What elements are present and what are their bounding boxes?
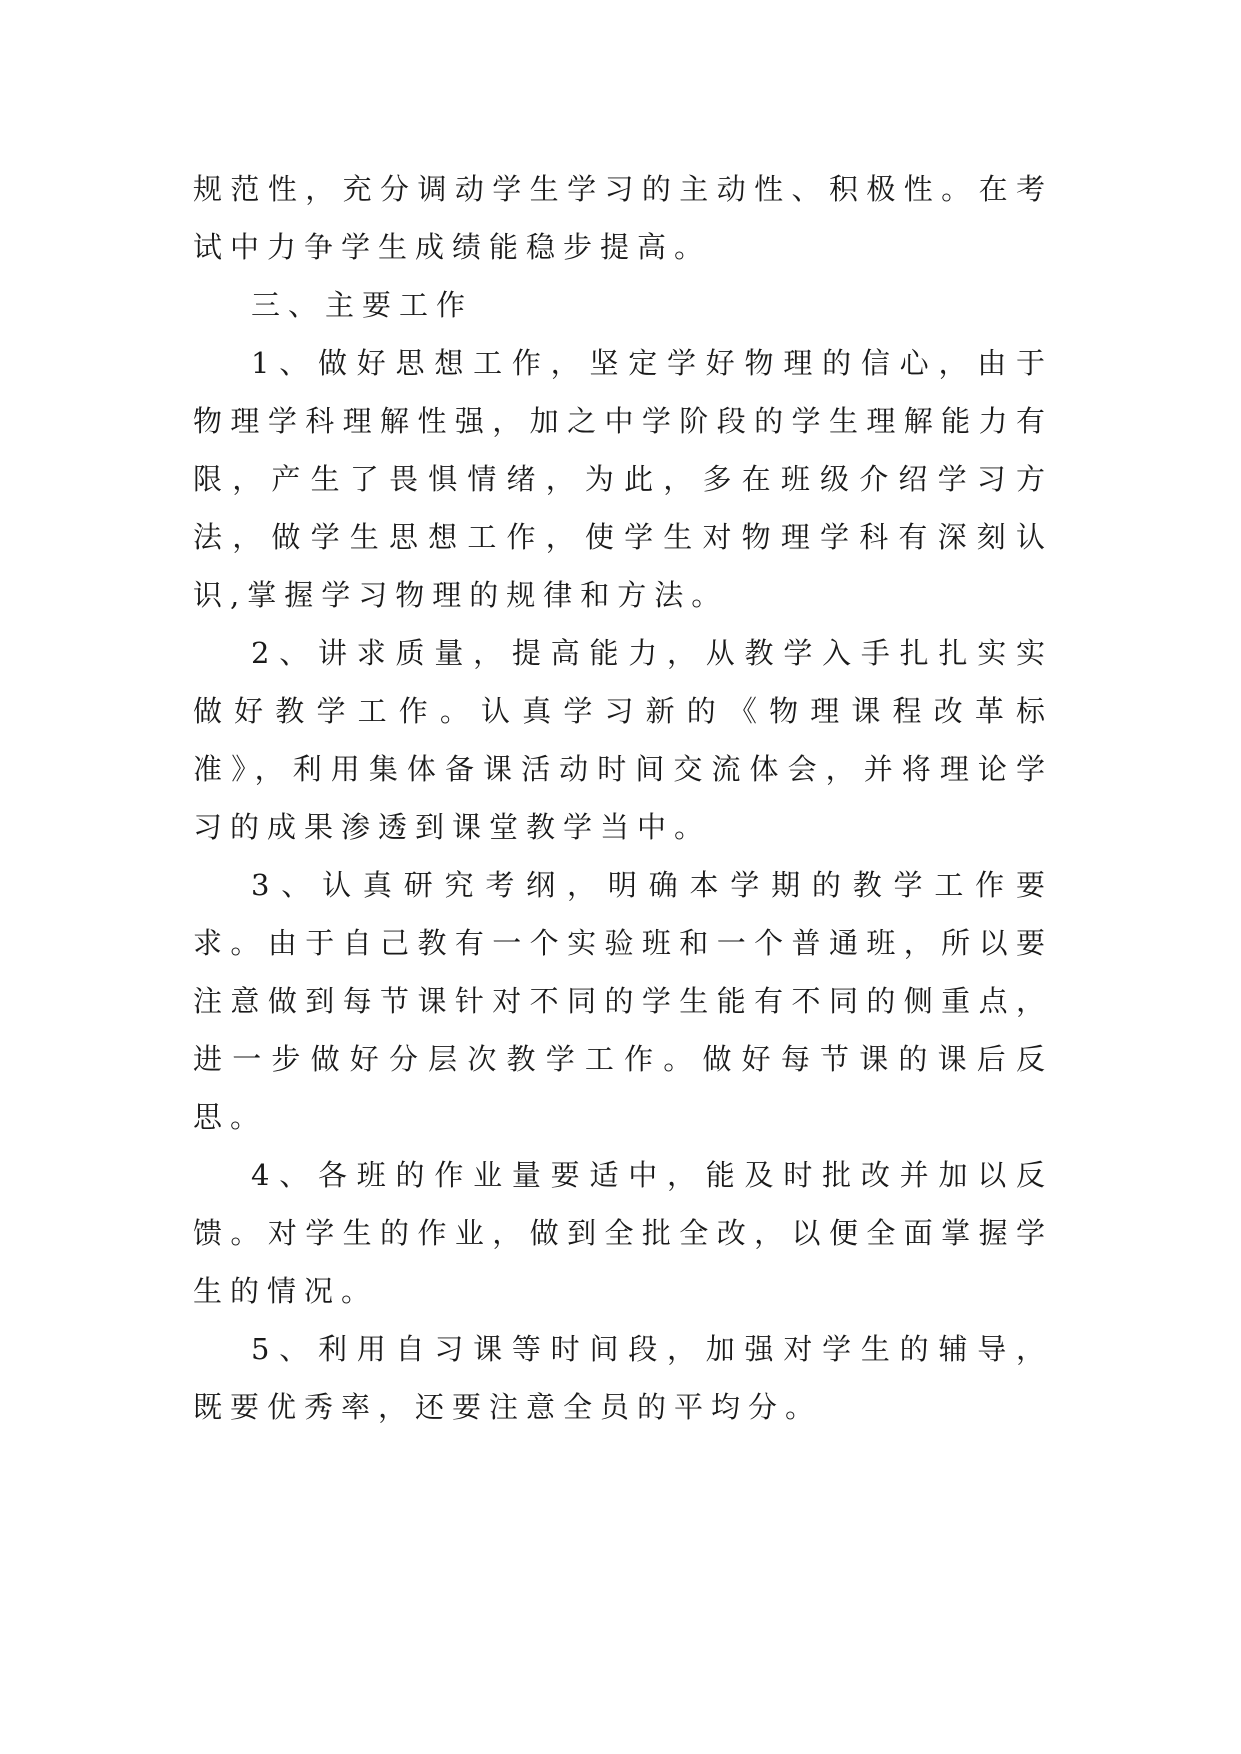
section-heading: 三、主要工作: [251, 288, 474, 322]
document-body: [193, 160, 1053, 1436]
paragraph-item-2: 2、讲求质量，提高能力，从教学入手扎扎实实做好教学工作。认真学习新的《物理课程改革标准》，利用集体备课活动时间交流体会，并将理论学习的成果渗透到课堂教学当中。: [193, 636, 1053, 844]
paragraph-item-4: 4、各班的作业量要适中，能及时批改并加以反馈。对学生的作业，做到全批全改，以便全面掌握学生的情况。: [193, 1158, 1053, 1308]
paragraph-item-1: 1、做好思想工作，坚定学好物理的信心，由于物理学科理解性强，加之中学阶段的学生理解能力有限，产生了畏惧情绪，为此，多在班级介绍学习方法，做学生思想工作，使学生对物理学科有深刻认识,掌握学习物理的规律和方法。: [193, 346, 1053, 612]
paragraph-continuation: 规范性，充分调动学生学习的主动性、积极性。在考试中力争学生成绩能稳步提高。: [193, 172, 1053, 264]
paragraph-item-5: 5、利用自习课等时间段，加强对学生的辅导，既要优秀率，还要注意全员的平均分。: [193, 1332, 1053, 1424]
paragraph-item-3: 3、认真研究考纲，明确本学期的教学工作要求。由于自己教有一个实验班和一个普通班，所以要注意做到每节课针对不同的学生能有不同的侧重点，进一步做好分层次教学工作。做好每节课的课后反思。: [193, 868, 1053, 1134]
